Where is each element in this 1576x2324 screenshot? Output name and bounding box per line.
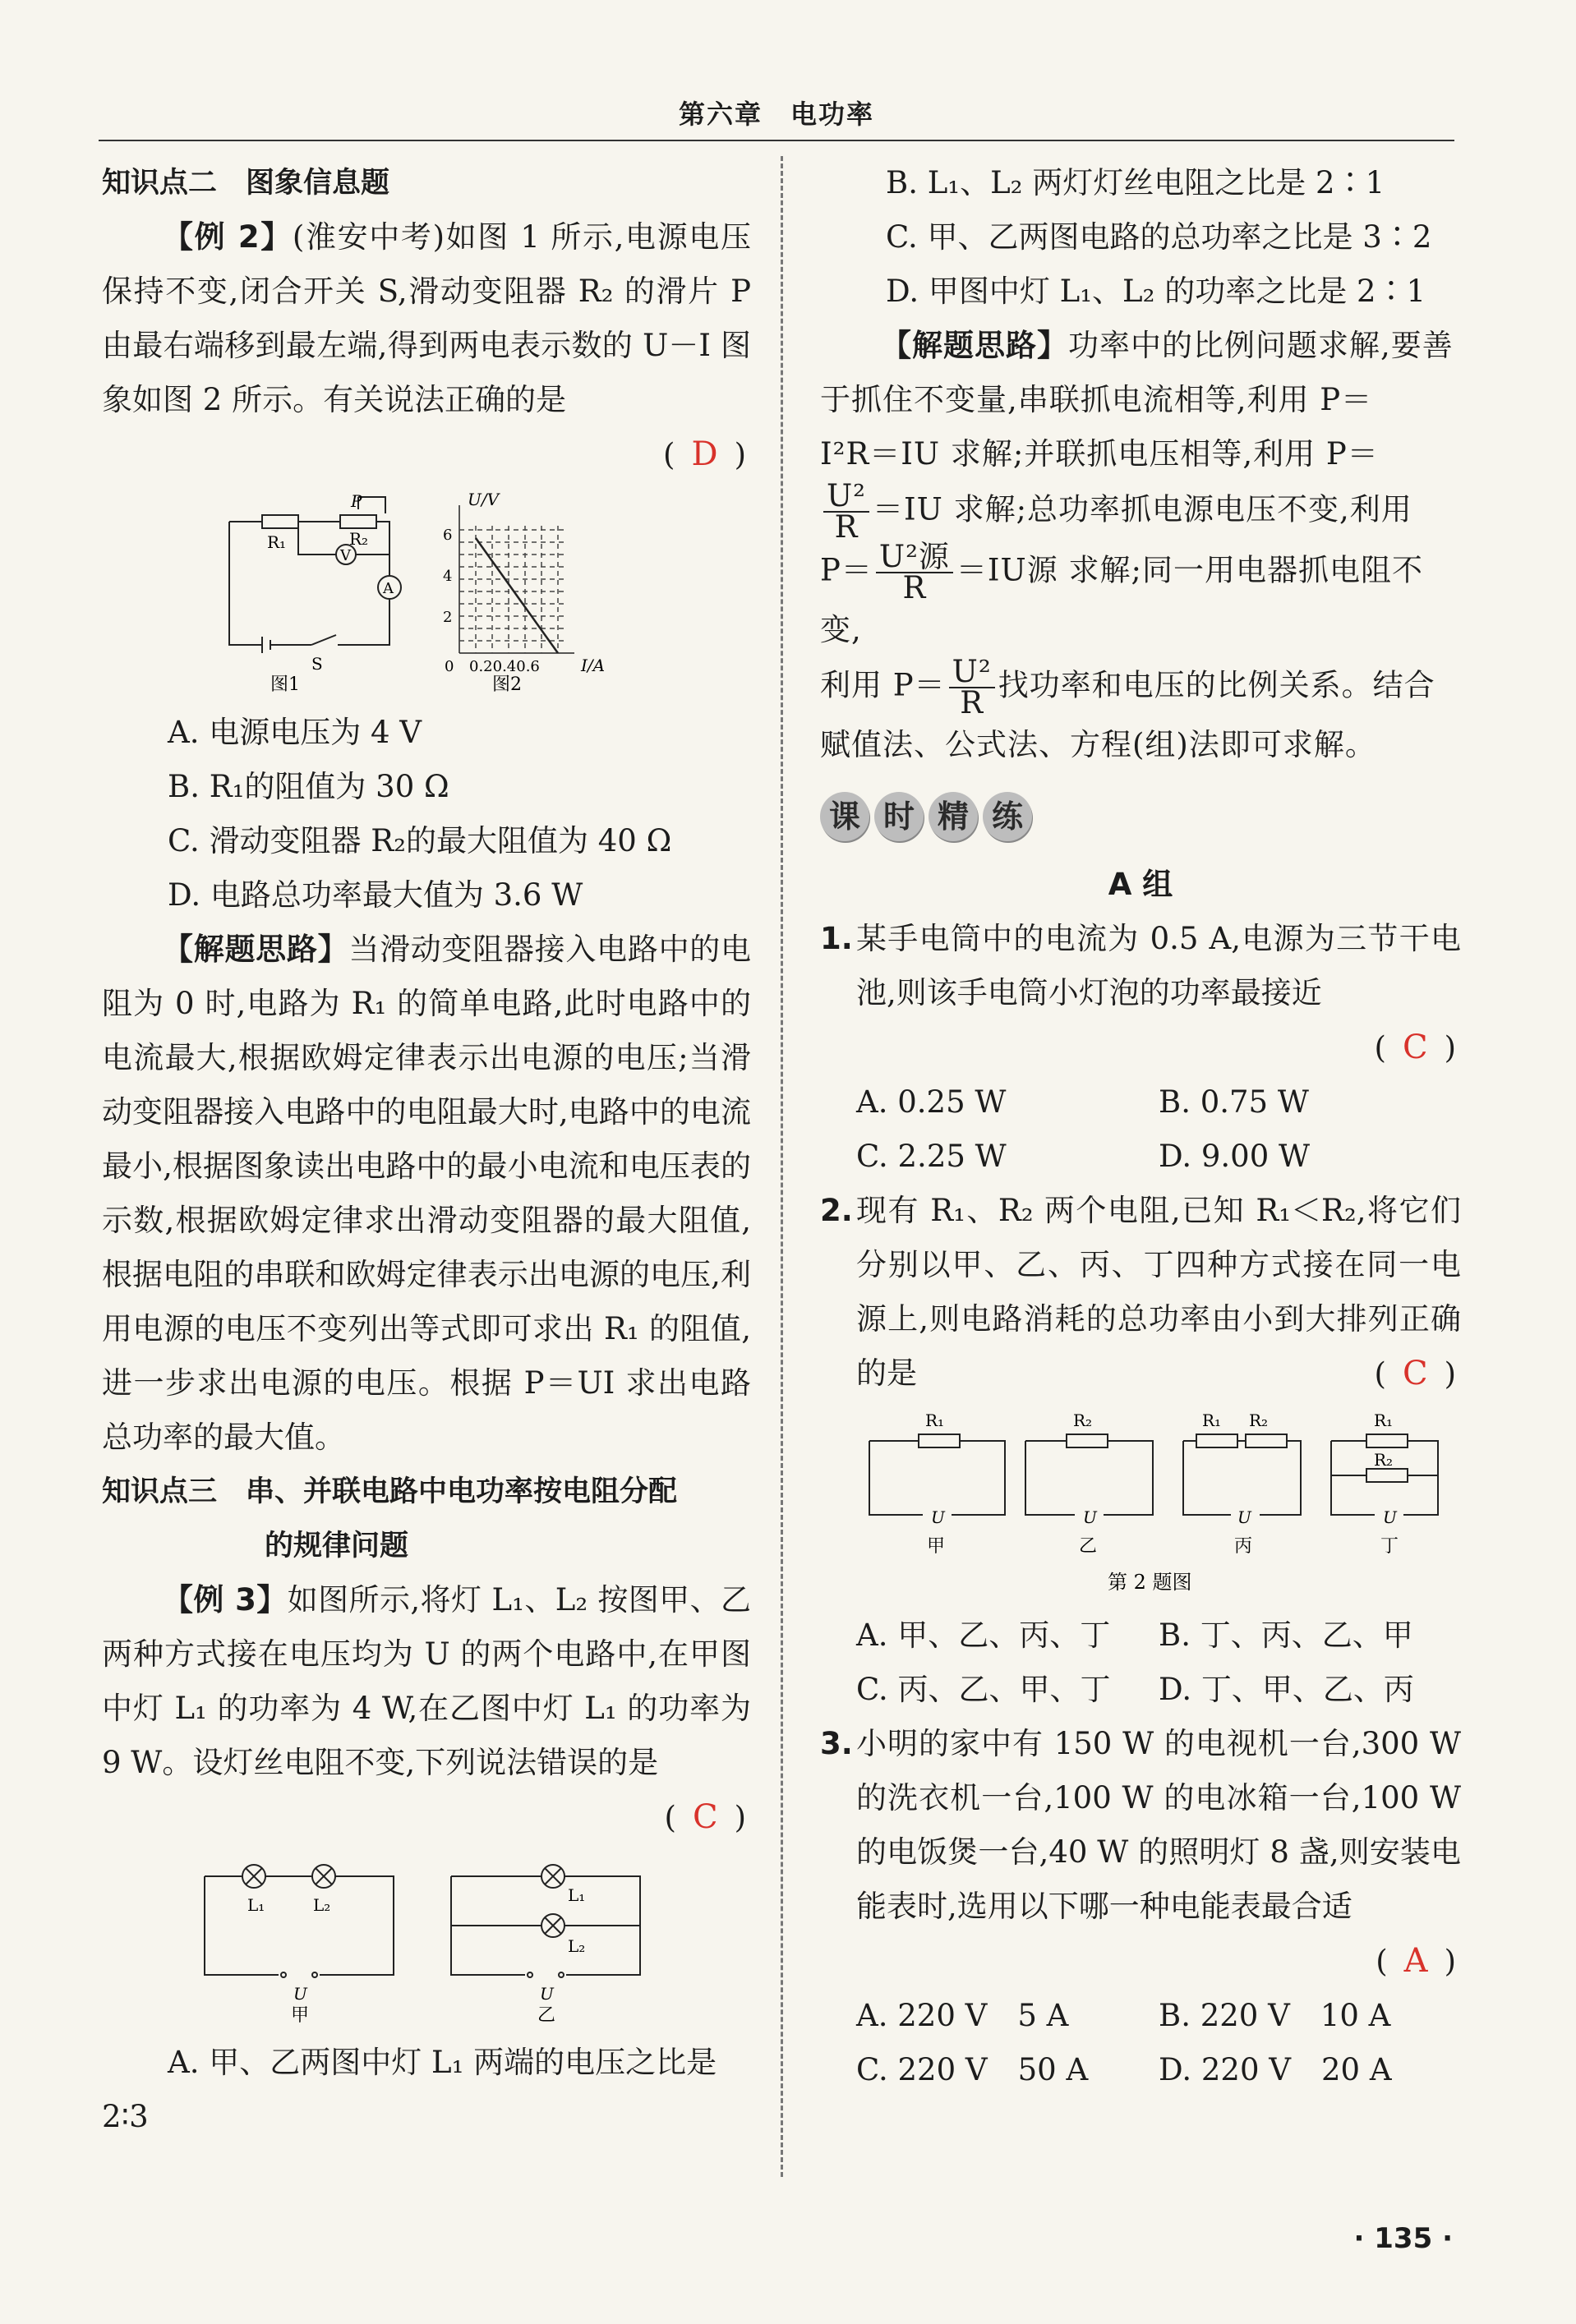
fig1-r2-label: R₂ [349,529,369,549]
ex3-hint-l2: I²R＝IU 求解;并联抓电压相等,利用 P＝ [820,436,1379,472]
ex3-hint-l5-pre: 利用 P＝ [820,667,946,703]
question-2 [820,1184,1461,1401]
ex2-answer-bracket: ( D ) [663,435,746,473]
fig2-origin: 0 [445,658,454,675]
ex2-hint-text: 当滑动变阻器接入电路中的电阻为 0 时,电路为 R₁ 的简单电路,此时电路中的电流最大,根据欧姆定律表示出电源的电压;当滑动变阻器接入电路中的电阻最大时,电路中的电流最小,根据图象读出电路中的最小电流和电压表的示数,根据欧姆定律求出滑动变阻器的最大阻值,根据电阻的串联和欧姆定律表示出电源的电压,利用电源的电压不变列出等式即可求出 R₁ 的阻值,进一步求出电源的电压。根据 P＝UI 求出电路总功率的最大值。 [102,932,752,1455]
q1-options-row-1 [820,1075,1461,1130]
ex3-hint-l3: ＝IU 求解;总功率抓电源电压不变,利用 [873,491,1412,527]
q2-text: 现有 R₁、R₂ 两个电阻,已知 R₁＜R₂,将它们分别以甲、乙、丙、丁四种方式接在同一电源上,则电路消耗的总功率由小到大排列正确的是 [856,1193,1461,1391]
ex3-hint-l3-row [820,478,1461,545]
ex2-option-a: A. 电源电压为 4 V [168,715,422,750]
q1-number: 1. [820,921,853,956]
kp3-title: 知识点三 串、并联电路中电功率按电阻分配 [102,1475,678,1508]
q3-option-a: A. 220 V 5 A [856,1998,1069,2033]
section-char-1: 课 [820,792,869,841]
section-char-3: 精 [929,792,978,841]
left-column [102,156,751,2144]
hint-f2-den: R [902,570,927,605]
ex2-option-b: B. R₁的阻值为 30 Ω [168,769,449,804]
q2-answer-bracket: ( C ) [1374,1355,1456,1392]
q1-options-row-2 [820,1130,1461,1184]
q2-bing-caption: 丙 [1234,1536,1253,1557]
hint-f1-den: R [834,509,859,545]
q3-option-b: B. 220 V 10 A [1159,1998,1391,2033]
q3-number: 3. [820,1726,853,1761]
q2-yi-u: U [1083,1507,1097,1527]
q2-bing-r1: R₁ [1202,1411,1222,1430]
ex3-hint-l4-post: ＝IU源 求解;同一用电器抓电阻不变, [820,552,1423,647]
ex2-option-d: D. 电路总功率最大值为 3.6 W [168,877,583,913]
ex2-text: (淮安中考)如图 1 所示,电源电压保持不变,闭合开关 S,滑动变阻器 R₂ 的滑片 P 由最右端移到最左端,得到两电表示数的 U－I 图象如图 2 所示。有关说法正确的是 [102,219,751,417]
q2-jia-caption: 甲 [927,1536,946,1557]
q1-option-d: D. 9.00 W [1159,1139,1311,1174]
ex3-option-c: C. 甲、乙两图电路的总功率之比是 3∶2 [886,219,1432,255]
ex2-answer: D [691,435,718,473]
ex3-hint-l6: 赋值法、公式法、方程(组)法即可求解。 [820,727,1376,762]
hint-f1-num: U² [823,481,869,513]
q2-options-row-1 [820,1608,1461,1663]
q3-options-row-1 [820,1989,1461,2043]
ex3-hint [820,319,1461,772]
q1-answer: C [1402,1029,1428,1066]
figure-1-2 [213,489,640,694]
ex2-option-c: C. 滑动变阻器 R₂的最大阻值为 40 Ω [168,823,672,858]
ex3-answer-bracket: ( C ) [664,1798,746,1836]
q2-answer: C [1402,1355,1428,1392]
q2-option-b: B. 丁、丙、乙、甲 [1159,1618,1413,1653]
hint-f2-num: U²源 [876,542,953,573]
hint-fraction-2 [876,539,953,605]
q2-yi-r2: R₂ [1073,1411,1093,1430]
q2-jia-r1: R₁ [925,1411,945,1430]
ex3-fig-yi-l1: L₁ [568,1885,586,1905]
hint-f3-num: U² [949,657,995,688]
ex3-fig-jia-l1: L₁ [247,1895,265,1915]
ex3-hint-tag: 【解题思路】 [881,328,1068,363]
q2-option-a: A. 甲、乙、丙、丁 [856,1618,1111,1653]
fig2-caption: 图2 [492,674,522,694]
q2-option-c: C. 丙、乙、甲、丁 [856,1672,1111,1707]
q2-bing-r2: R₂ [1249,1411,1269,1430]
q3-option-d: D. 220 V 20 A [1159,2052,1392,2087]
figure-2-graph [459,505,574,653]
ex2-tag: 【例 2】 [163,219,293,255]
ex3-hint-l1: 功率中的比例问题求解,要善于抓住不变量,串联抓电流相等,利用 P＝ [820,328,1454,417]
ex3-fig-jia-caption: 甲 [291,2005,310,2024]
figure-1-circuit [229,497,401,653]
q2-jia-u: U [931,1507,945,1527]
hint-f3-den: R [960,685,984,720]
fig1-s-label: S [311,654,323,674]
q3-option-c: C. 220 V 50 A [856,2052,1089,2087]
ex3-option-b: B. L₁、L₂ 两灯灯丝电阻之比是 2∶1 [886,165,1385,200]
q2-ding-u: U [1383,1507,1397,1527]
hint-fraction-3 [949,654,995,720]
kp3-title-cont: 的规律问题 [265,1530,409,1562]
fig2-x-axis-label: I/A [581,656,606,675]
column-divider [781,156,783,2177]
chapter-header: 第六章 电功率 [99,89,1454,141]
q3-text: 小明的家中有 150 W 的电视机一台,300 W 的洗衣机一台,100 W 的电冰箱一台,100 W 的电饭煲一台,40 W 的照明灯 8 盏,则安装电能表时,选用以下哪一种电能表最合适 [856,1726,1461,1924]
q3-answer-bracket: ( A ) [1376,1942,1456,1980]
ex3-fig-yi-u: U [540,1984,554,2004]
example-3-circuits [196,1852,657,2024]
q2-ding-r2: R₂ [1374,1450,1394,1470]
kp2-title: 知识点二 图象信息题 [102,167,390,200]
question-1 [820,912,1461,1020]
q1-option-b: B. 0.75 W [1159,1084,1309,1120]
ex3-option-d: D. 甲图中灯 L₁、L₂ 的功率之比是 2∶1 [886,274,1426,309]
fig1-p-label: P [351,491,362,511]
q2-bing-u: U [1237,1507,1251,1527]
right-column [820,156,1461,2097]
q1-answer-bracket: ( C ) [1374,1029,1456,1066]
fig2-y-tick-6: 6 [443,527,453,544]
q3-answer: A [1403,1942,1428,1980]
ex3-answer: C [692,1798,718,1836]
q2-yi-caption: 乙 [1079,1536,1098,1557]
q2-figure-caption: 第 2 题图 [1108,1571,1192,1594]
q2-options-row-2 [820,1663,1461,1717]
ex3-tag: 【例 3】 [163,1582,288,1618]
fig1-a-label: A [383,580,394,597]
ex3-option-a: A. 甲、乙两图中灯 L₁ 两端的电压之比是 [168,2045,717,2080]
q2-ding-caption: 丁 [1380,1536,1399,1557]
q1-option-c: C. 2.25 W [856,1139,1007,1174]
ex3-fig-yi-l2: L₂ [568,1936,586,1956]
fig2-y-tick-2: 2 [443,609,453,626]
ex3-hint-l4-pre: P＝ [820,552,873,588]
q2-option-d: D. 丁、甲、乙、丙 [1159,1672,1414,1707]
ex3-hint-l5-post: 找功率和电压的比例关系。结合 [998,667,1435,703]
ex3-option-a-cont: 2∶3 [102,2099,149,2134]
q1-option-a: A. 0.25 W [856,1084,1007,1120]
ex2-hint [102,923,751,1465]
ex3-fig-jia-l2: L₂ [313,1895,331,1915]
q3-options-row-2 [820,2043,1461,2097]
fig2-y-axis-label: U/V [468,490,500,509]
question-3 [820,1717,1461,1934]
page-number: · 135 · [1353,2222,1453,2255]
hint-fraction-1 [823,478,869,545]
section-char-2: 时 [874,792,924,841]
ex3-fig-yi-caption: 乙 [537,2005,556,2024]
example-3 [102,1573,751,1790]
ex3-fig-jia-u: U [293,1984,307,2004]
fig1-r1-label: R₁ [267,532,287,552]
fig2-x-ticks: 0.20.40.6 [469,658,540,675]
fig1-v-label: V [340,547,351,564]
ex3-hint-l5-row [820,654,1461,720]
q1-text: 某手电筒中的电流为 0.5 A,电源为三节干电池,则该手电筒小灯泡的功率最接近 [856,921,1461,1010]
ex3-hint-l4-row [820,539,1461,657]
ex2-hint-tag: 【解题思路】 [163,932,349,967]
example-2 [102,210,751,427]
fig1-caption: 图1 [270,674,300,694]
section-banner [820,792,1461,841]
q2-ding-r1: R₁ [1374,1411,1394,1430]
ex3-text: 如图所示,将灯 L₁、L₂ 按图甲、乙两种方式接在电压均为 U 的两个电路中,在甲图中灯 L₁ 的功率为 4 W,在乙图中灯 L₁ 的功率为 9 W。设灯丝电阻不变,下列说法错误的是 [102,1582,751,1780]
section-char-4: 练 [983,792,1032,841]
fig2-y-tick-4: 4 [443,568,453,585]
group-title: A 组 [1108,867,1173,902]
q2-number: 2. [820,1193,853,1228]
q2-circuits [828,1408,1453,1597]
